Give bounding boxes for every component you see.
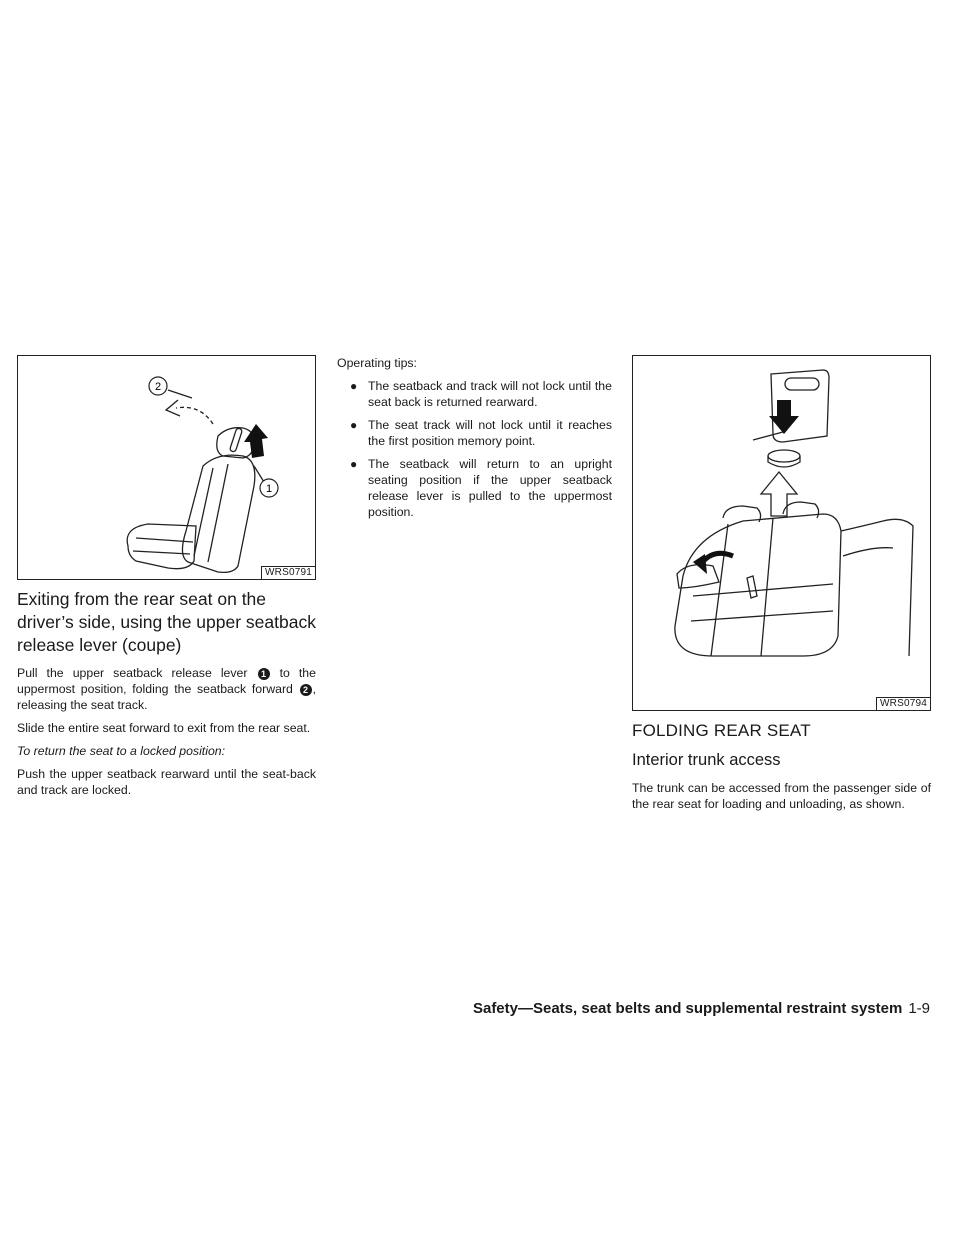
rear-seat-illustration [633,356,930,710]
callout-1-inline: 1 [258,668,270,680]
page-number: 1-9 [908,1000,930,1017]
section-heading: Exiting from the rear seat on the driver’s side, using the upper seatback release lever (coupe) [17,589,316,655]
seat-release-figure [17,355,316,580]
paragraph-return-heading: To return the seat to a locked position: [17,744,226,758]
text-fragment: , releasing the seat track. [17,682,316,712]
left-column [17,355,316,805]
chapter-title: Safety—Seats, seat belts and supplemental restraint system [472,1000,903,1017]
text-fragment: to the uppermost position, folding the seatback forward [17,666,316,696]
operating-tips-list [337,378,612,520]
callout-2-inline: 2 [300,684,312,696]
subheading: Interior trunk access [632,751,781,769]
paragraph-slide-seat: Slide the entire seat forward to exit from the rear seat. [17,721,311,735]
callout-2: 2 [154,381,162,393]
figure-code: WRS0791 [261,566,315,579]
bullet-icon: ● [350,379,358,393]
right-column [632,355,931,819]
tip-text: The seatback and track will not lock until the seat back is returned rearward. [368,379,612,409]
section-title: FOLDING REAR SEAT [632,721,811,740]
tip-text: The seatback will return to an upright seating position if the upper seatback release lever is pulled to the uppermost position. [368,457,612,519]
text-fragment: Pull the upper seatback release lever [17,666,248,680]
callout-1: 1 [265,483,273,495]
figure-code: WRS0794 [876,697,930,710]
bullet-icon: ● [350,418,358,432]
operating-tips-intro: Operating tips: [337,356,417,370]
page-footer [450,1000,930,1017]
list-item [337,378,612,410]
paragraph-push-seatback: Push the upper seatback rearward until the seat-back and track are locked. [17,767,316,797]
list-item [337,417,612,449]
seat-illustration [18,356,315,579]
paragraph-pull-lever [17,665,316,713]
tip-text: The seat track will not lock until it reaches the first position memory point. [368,418,612,448]
bullet-icon: ● [350,457,358,471]
middle-column [337,355,612,527]
list-item [337,456,612,520]
paragraph-trunk-access: The trunk can be accessed from the passenger side of the rear seat for loading and unloading, as shown. [632,781,931,811]
rear-seat-figure [632,355,931,711]
